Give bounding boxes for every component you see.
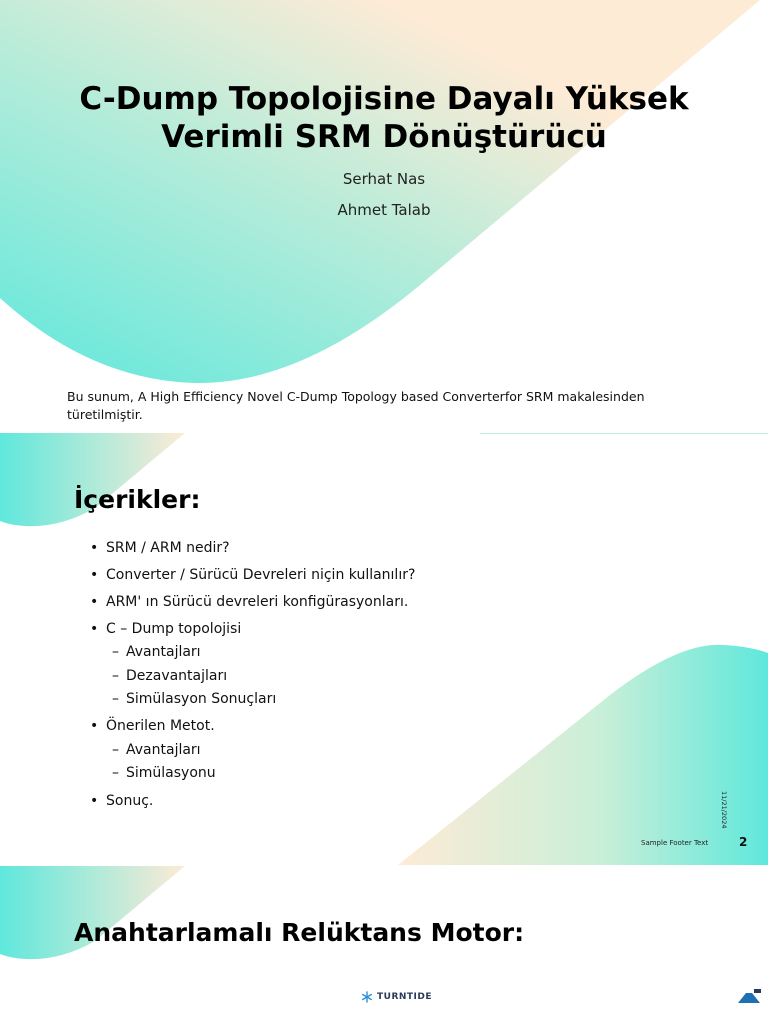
slide-footer: Sample Footer Text (641, 839, 709, 847)
contents-list (88, 533, 415, 813)
section-heading: İçerikler: (74, 485, 201, 514)
list-item (88, 715, 415, 786)
section-heading: Anahtarlamalı Relüktans Motor: (74, 918, 525, 947)
slide-title-line: Verimli SRM Dönüştürücü (161, 119, 607, 155)
author-name: Serhat Nas (342, 170, 426, 188)
title-slide (0, 0, 768, 432)
list-item (88, 790, 415, 814)
list-item (88, 618, 415, 712)
list-item-label: • Sonuç. (88, 790, 415, 814)
slide-title-line: C-Dump Topolojisine Dayalı Yüksek (79, 81, 689, 117)
list-item-label: • Converter / Sürücü Devreleri niçin kullanılır? (88, 564, 415, 588)
srm-slide (0, 866, 768, 1024)
source-note: Bu sunum, A High Efficiency Novel C-Dump Topology based Converterfor SRM makalesinden türetilmiştir. (67, 389, 645, 422)
list-item-label: • C – Dump topolojisi (88, 618, 415, 642)
turntide-logo (361, 991, 432, 1003)
list-item (88, 591, 415, 615)
contents-slide (0, 433, 768, 865)
logo-text: TURNTIDE (377, 992, 433, 1002)
sub-item-label: – Simülasyon Sonuçları (88, 688, 415, 712)
list-item-label: • ARM' ın Sürücü devreleri konfigürasyonları. (88, 591, 415, 615)
list-item (88, 537, 415, 561)
author-name: Ahmet Talab (337, 201, 431, 219)
slide-title (40, 80, 728, 156)
list-item (88, 564, 415, 588)
sub-item-label: – Avantajları (88, 641, 415, 665)
slide-date: 11/21/2024 (720, 791, 728, 829)
sub-item-label: – Dezavantajları (88, 665, 415, 689)
sub-item-label: – Avantajları (88, 739, 415, 763)
list-item-label: • SRM / ARM nedir? (88, 537, 415, 561)
snowflake-icon (361, 991, 373, 1003)
thumbnail-icon (736, 988, 762, 1004)
list-item-label: • Önerilen Metot. (88, 715, 415, 739)
page-number: 2 (739, 835, 748, 849)
sub-item-label: – Simülasyonu (88, 762, 415, 786)
